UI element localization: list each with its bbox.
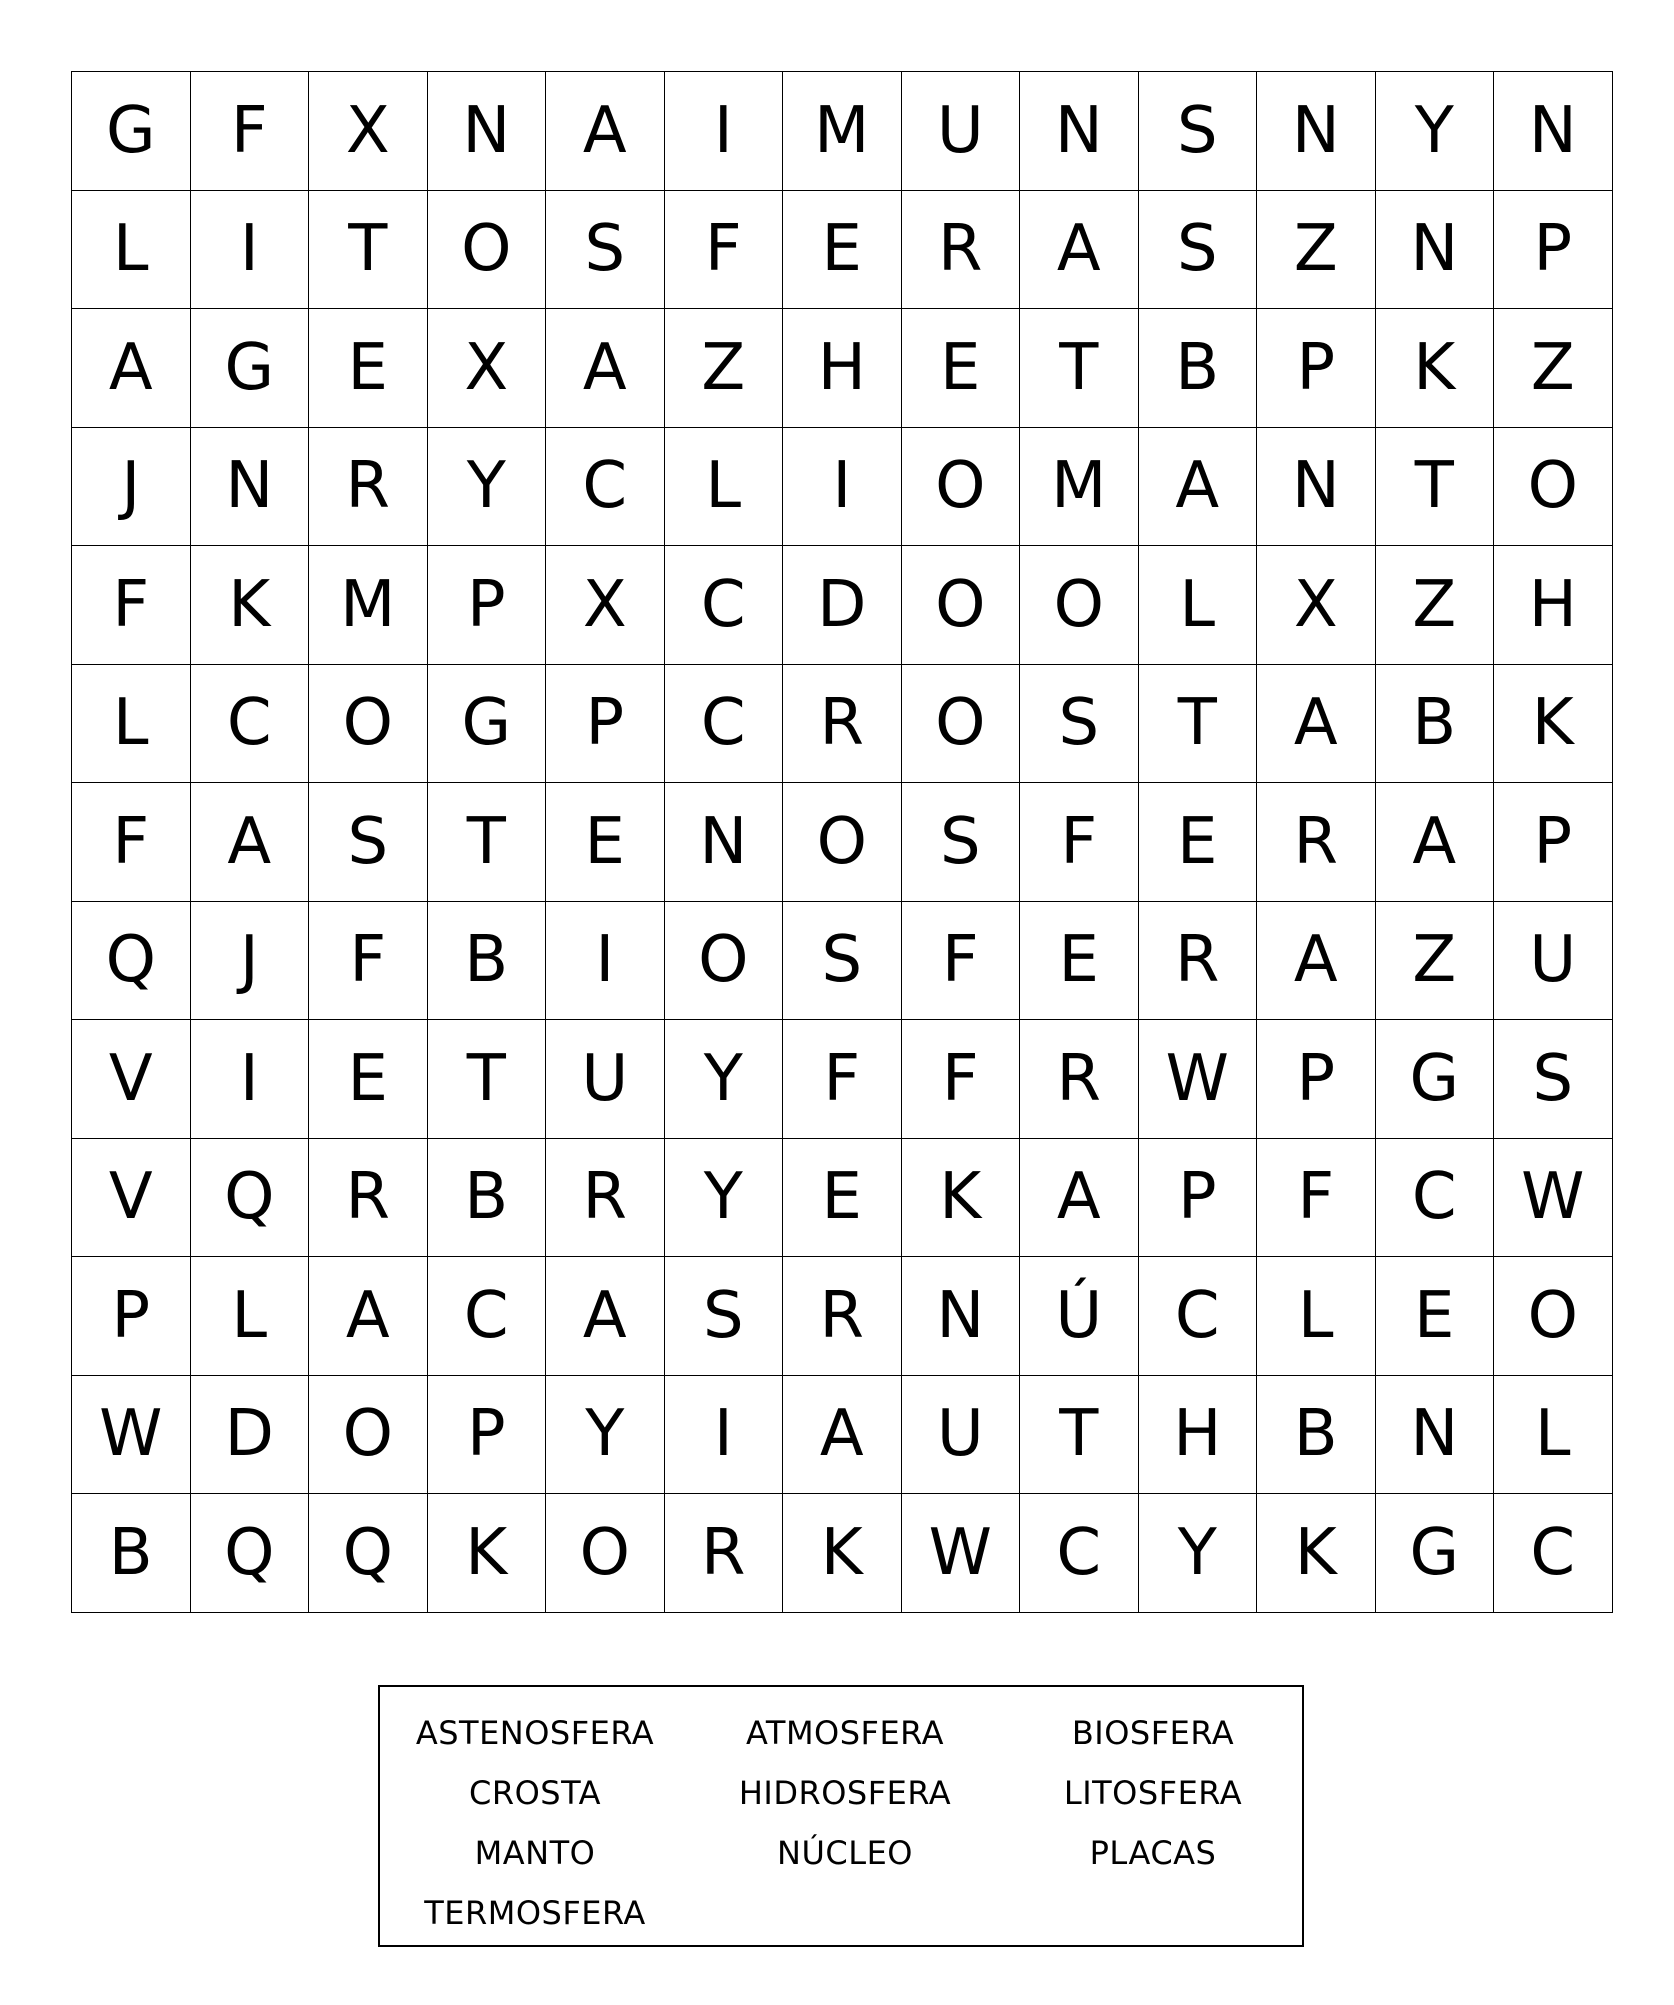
grid-cell[interactable]: C	[1376, 1139, 1495, 1258]
grid-cell[interactable]: E	[546, 783, 665, 902]
grid-cell[interactable]: N	[1020, 72, 1139, 191]
grid-cell[interactable]: O	[309, 665, 428, 784]
grid-cell[interactable]: I	[546, 902, 665, 1021]
grid-cell[interactable]: A	[72, 309, 191, 428]
grid-cell[interactable]: M	[783, 72, 902, 191]
grid-cell[interactable]: O	[902, 428, 1021, 547]
grid-cell[interactable]: B	[72, 1494, 191, 1613]
grid-cell[interactable]: L	[1139, 546, 1258, 665]
grid-cell[interactable]: Q	[191, 1494, 310, 1613]
grid-cell[interactable]: B	[1376, 665, 1495, 784]
grid-cell[interactable]: S	[1139, 72, 1258, 191]
word-list-item: HIDROSFERA	[738, 1774, 952, 1812]
grid-cell[interactable]: R	[1139, 902, 1258, 1021]
grid-cell[interactable]: O	[309, 1376, 428, 1495]
grid-cell[interactable]: C	[1020, 1494, 1139, 1613]
word-list-item: NÚCLEO	[777, 1834, 913, 1872]
grid-cell[interactable]: R	[309, 428, 428, 547]
grid-cell[interactable]: K	[1494, 665, 1613, 784]
grid-cell[interactable]: F	[309, 902, 428, 1021]
grid-cell[interactable]: B	[428, 1139, 547, 1258]
grid-cell[interactable]: G	[1376, 1020, 1495, 1139]
grid-cell[interactable]: J	[191, 902, 310, 1021]
grid-cell[interactable]: S	[783, 902, 902, 1021]
grid-cell[interactable]: K	[1376, 309, 1495, 428]
grid-cell[interactable]: N	[1376, 1376, 1495, 1495]
grid-cell[interactable]: N	[1494, 72, 1613, 191]
grid-cell[interactable]: Z	[1376, 902, 1495, 1021]
word-list-item: ATMOSFERA	[745, 1714, 944, 1752]
grid-cell[interactable]: R	[783, 1257, 902, 1376]
grid-cell[interactable]: A	[1257, 665, 1376, 784]
grid-cell[interactable]: Ú	[1020, 1257, 1139, 1376]
grid-cell[interactable]: V	[72, 1139, 191, 1258]
grid-cell[interactable]: T	[309, 191, 428, 310]
grid-cell[interactable]: Q	[309, 1494, 428, 1613]
grid-cell[interactable]: N	[665, 783, 784, 902]
grid-cell[interactable]: Y	[665, 1139, 784, 1258]
grid-cell[interactable]: I	[783, 428, 902, 547]
grid-cell[interactable]: R	[1020, 1020, 1139, 1139]
letter-grid	[71, 71, 1613, 1613]
grid-cell[interactable]: L	[72, 191, 191, 310]
grid-cell[interactable]: N	[1376, 191, 1495, 310]
grid-cell[interactable]: U	[902, 72, 1021, 191]
word-list-item: LITOSFERA	[1063, 1774, 1243, 1812]
grid-cell[interactable]: F	[72, 546, 191, 665]
grid-cell[interactable]: P	[428, 546, 547, 665]
grid-cell[interactable]: G	[72, 72, 191, 191]
grid-cell[interactable]: F	[783, 1020, 902, 1139]
grid-cell[interactable]: Z	[1257, 191, 1376, 310]
grid-cell[interactable]: X	[309, 72, 428, 191]
grid-cell[interactable]: F	[902, 1020, 1021, 1139]
grid-cell[interactable]: E	[309, 1020, 428, 1139]
grid-cell[interactable]: G	[428, 665, 547, 784]
grid-cell[interactable]: Y	[546, 1376, 665, 1495]
grid-cell[interactable]: L	[665, 428, 784, 547]
grid-cell[interactable]: Y	[1376, 72, 1495, 191]
grid-cell[interactable]: M	[1020, 428, 1139, 547]
grid-cell[interactable]: C	[546, 428, 665, 547]
word-list-item: BIOSFERA	[1071, 1714, 1235, 1752]
grid-cell[interactable]: A	[546, 309, 665, 428]
grid-cell[interactable]: H	[1494, 546, 1613, 665]
grid-cell[interactable]: Y	[1139, 1494, 1258, 1613]
word-list-item: TERMOSFERA	[424, 1894, 646, 1932]
grid-cell[interactable]: I	[191, 1020, 310, 1139]
grid-cell[interactable]: E	[1376, 1257, 1495, 1376]
grid-cell[interactable]: P	[72, 1257, 191, 1376]
grid-cell[interactable]: G	[191, 309, 310, 428]
grid-cell[interactable]: L	[1257, 1257, 1376, 1376]
grid-cell[interactable]: Y	[665, 1020, 784, 1139]
grid-cell[interactable]: T	[428, 1020, 547, 1139]
grid-cell[interactable]: P	[1494, 783, 1613, 902]
grid-cell[interactable]: L	[1494, 1376, 1613, 1495]
grid-cell[interactable]: Z	[1376, 546, 1495, 665]
grid-cell[interactable]: U	[902, 1376, 1021, 1495]
grid-cell[interactable]: C	[428, 1257, 547, 1376]
grid-cell[interactable]: A	[1020, 191, 1139, 310]
grid-cell[interactable]: I	[191, 191, 310, 310]
grid-cell[interactable]: I	[665, 1376, 784, 1495]
grid-cell[interactable]: P	[1494, 191, 1613, 310]
grid-cell[interactable]: F	[191, 72, 310, 191]
grid-cell[interactable]: A	[783, 1376, 902, 1495]
grid-cell[interactable]: A	[191, 783, 310, 902]
grid-cell[interactable]: T	[1376, 428, 1495, 547]
grid-cell[interactable]: R	[1257, 783, 1376, 902]
grid-cell[interactable]: I	[665, 72, 784, 191]
grid-cell[interactable]: F	[902, 902, 1021, 1021]
grid-cell[interactable]: A	[546, 72, 665, 191]
grid-cell[interactable]: C	[665, 546, 784, 665]
grid-cell[interactable]: X	[428, 309, 547, 428]
grid-cell[interactable]: T	[1020, 309, 1139, 428]
grid-cell[interactable]: C	[665, 665, 784, 784]
grid-cell[interactable]: K	[191, 546, 310, 665]
grid-cell[interactable]: O	[1494, 428, 1613, 547]
grid-cell[interactable]: O	[902, 665, 1021, 784]
grid-cell[interactable]: S	[309, 783, 428, 902]
grid-cell[interactable]: H	[783, 309, 902, 428]
grid-cell[interactable]: S	[665, 1257, 784, 1376]
grid-cell[interactable]: C	[1139, 1257, 1258, 1376]
grid-cell[interactable]: O	[1494, 1257, 1613, 1376]
grid-cell[interactable]: X	[546, 546, 665, 665]
grid-cell[interactable]: E	[783, 1139, 902, 1258]
grid-cell[interactable]: O	[783, 783, 902, 902]
word-list-item: PLACAS	[1089, 1834, 1217, 1872]
grid-cell[interactable]: F	[1020, 783, 1139, 902]
grid-cell[interactable]: T	[1139, 665, 1258, 784]
grid-cell[interactable]: X	[1257, 546, 1376, 665]
grid-cell[interactable]: N	[1257, 428, 1376, 547]
grid-cell[interactable]: P	[1139, 1139, 1258, 1258]
grid-cell[interactable]: F	[1257, 1139, 1376, 1258]
grid-cell[interactable]: B	[1257, 1376, 1376, 1495]
grid-cell[interactable]: T	[428, 783, 547, 902]
grid-cell[interactable]: R	[783, 665, 902, 784]
grid-cell[interactable]: S	[546, 191, 665, 310]
grid-cell[interactable]: W	[902, 1494, 1021, 1613]
grid-cell[interactable]: F	[665, 191, 784, 310]
grid-cell[interactable]: N	[191, 428, 310, 547]
grid-cell[interactable]: K	[902, 1139, 1021, 1258]
grid-cell[interactable]: W	[1139, 1020, 1258, 1139]
grid-cell[interactable]: O	[902, 546, 1021, 665]
grid-cell[interactable]: H	[1139, 1376, 1258, 1495]
grid-cell[interactable]: Q	[191, 1139, 310, 1258]
grid-cell[interactable]: S	[1139, 191, 1258, 310]
grid-cell[interactable]: O	[1020, 546, 1139, 665]
grid-cell[interactable]: S	[1020, 665, 1139, 784]
grid-cell[interactable]: O	[546, 1494, 665, 1613]
grid-cell[interactable]: S	[902, 783, 1021, 902]
grid-cell[interactable]: A	[1257, 902, 1376, 1021]
grid-cell[interactable]: K	[783, 1494, 902, 1613]
grid-cell[interactable]: A	[546, 1257, 665, 1376]
grid-cell[interactable]: U	[1494, 902, 1613, 1021]
grid-cell[interactable]: C	[1494, 1494, 1613, 1613]
grid-cell[interactable]: S	[1494, 1020, 1613, 1139]
grid-cell[interactable]: R	[546, 1139, 665, 1258]
grid-cell[interactable]: P	[1257, 309, 1376, 428]
grid-cell[interactable]: Q	[72, 902, 191, 1021]
grid-cell[interactable]: O	[428, 191, 547, 310]
grid-cell[interactable]: A	[1376, 783, 1495, 902]
grid-cell[interactable]: N	[1257, 72, 1376, 191]
grid-cell[interactable]: E	[783, 191, 902, 310]
grid-cell[interactable]: E	[309, 309, 428, 428]
grid-cell[interactable]: A	[309, 1257, 428, 1376]
grid-cell[interactable]: W	[1494, 1139, 1613, 1258]
word-list	[378, 1685, 1304, 1947]
grid-cell[interactable]: K	[1257, 1494, 1376, 1613]
grid-cell[interactable]: F	[72, 783, 191, 902]
word-list-item: MANTO	[474, 1834, 596, 1872]
grid-cell[interactable]: T	[1020, 1376, 1139, 1495]
grid-cell[interactable]: R	[309, 1139, 428, 1258]
word-list-item: CROSTA	[468, 1774, 602, 1812]
grid-cell[interactable]: D	[783, 546, 902, 665]
grid-cell[interactable]: C	[191, 665, 310, 784]
grid-cell[interactable]: K	[428, 1494, 547, 1613]
grid-cell[interactable]: P	[428, 1376, 547, 1495]
grid-cell[interactable]: P	[1257, 1020, 1376, 1139]
grid-cell[interactable]: A	[1139, 428, 1258, 547]
grid-cell[interactable]: R	[665, 1494, 784, 1613]
grid-cell[interactable]: N	[902, 1257, 1021, 1376]
grid-cell[interactable]: G	[1376, 1494, 1495, 1613]
grid-cell[interactable]: M	[309, 546, 428, 665]
grid-cell[interactable]: W	[72, 1376, 191, 1495]
grid-cell[interactable]: R	[902, 191, 1021, 310]
grid-cell[interactable]: Y	[428, 428, 547, 547]
grid-cell[interactable]: U	[546, 1020, 665, 1139]
grid-cell[interactable]: A	[1020, 1139, 1139, 1258]
grid-cell[interactable]: P	[546, 665, 665, 784]
word-list-item: ASTENOSFERA	[415, 1714, 655, 1752]
grid-cell[interactable]: E	[1020, 902, 1139, 1021]
grid-cell[interactable]: D	[191, 1376, 310, 1495]
grid-cell[interactable]: Z	[1494, 309, 1613, 428]
grid-cell[interactable]: Z	[665, 309, 784, 428]
grid-cell[interactable]: O	[665, 902, 784, 1021]
grid-cell[interactable]: N	[428, 72, 547, 191]
grid-cell[interactable]: J	[72, 428, 191, 547]
grid-cell[interactable]: L	[72, 665, 191, 784]
grid-cell[interactable]: L	[191, 1257, 310, 1376]
grid-cell[interactable]: B	[428, 902, 547, 1021]
grid-cell[interactable]: E	[1139, 783, 1258, 902]
grid-cell[interactable]: E	[902, 309, 1021, 428]
grid-cell[interactable]: V	[72, 1020, 191, 1139]
grid-cell[interactable]: B	[1139, 309, 1258, 428]
